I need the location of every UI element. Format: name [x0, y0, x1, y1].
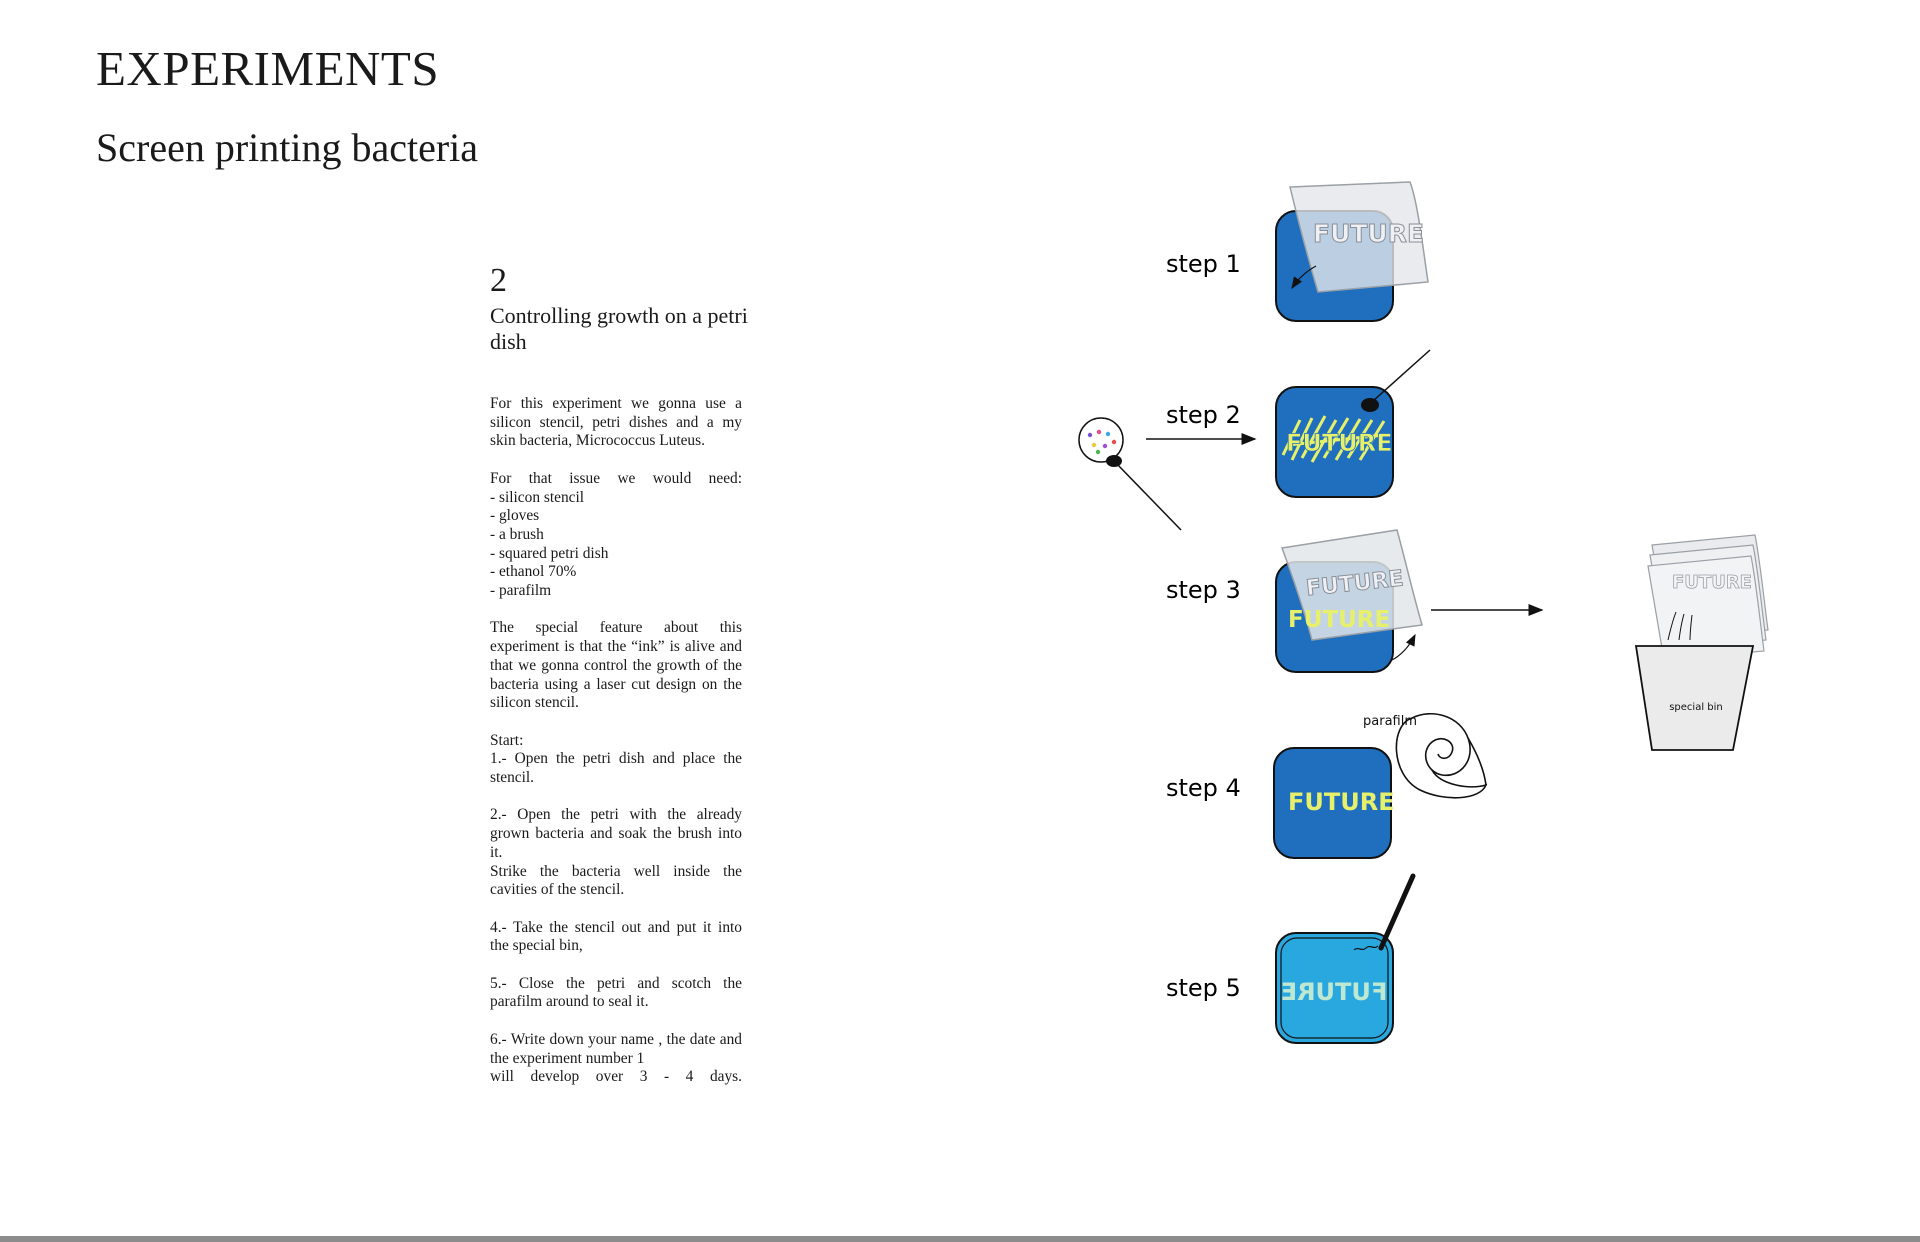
grown-word: FUTURE	[1288, 607, 1391, 633]
instruction-step-2-b: Strike the bacteria well inside the cavities of the stencil.	[490, 862, 742, 899]
step-3-illustration	[1276, 530, 1542, 672]
brush-tip	[1106, 455, 1122, 467]
bin-label: special bin	[1669, 702, 1723, 713]
stencil-word: FUTURE	[1672, 572, 1752, 593]
instruction-step-6-b: will develop over 3 - 4 days.	[490, 1068, 742, 1086]
intro-paragraph: For this experiment we gonna use a silicon stencil, petri dishes and a my skin bacteria, Micrococcus Luteus.	[490, 395, 742, 450]
lift-arrow	[1392, 635, 1415, 660]
step-2-illustration	[1079, 350, 1430, 530]
feature-paragraph: The special feature about this experiment is that the “ink” is alive and that we gonna control the growth of the bacteria using a laser cut design on the silicon stencil.	[490, 619, 742, 712]
step-5-label: step 5	[1166, 974, 1241, 1002]
marker-pen	[1381, 876, 1413, 948]
instruction-step-1: 1.- Open the petri dish and place the stencil.	[490, 750, 742, 787]
step-3-label: step 3	[1166, 576, 1241, 604]
step-1-label: step 1	[1166, 250, 1241, 278]
grown-word: FUTURE	[1288, 788, 1395, 816]
instruction-step-6-a: 6.- Write down your name , the date and the experiment number 1	[490, 1030, 742, 1067]
materials-title: For that issue we would need:	[490, 469, 742, 487]
special-bin-illustration	[1636, 535, 1768, 750]
material-item: - ethanol 70%	[490, 563, 577, 581]
section-heading: Controlling growth on a petri dish	[490, 303, 748, 354]
stencil-word: FUTURE	[1313, 219, 1425, 248]
step-1-illustration	[1276, 182, 1428, 321]
brush-handle	[1373, 350, 1430, 401]
stencil-word: FUTURE	[1286, 429, 1393, 457]
bottom-scrollbar[interactable]	[0, 1236, 1920, 1242]
instruction-step-4: 4.- Take the stencil out and put it into the special bin,	[490, 918, 742, 955]
page-title: EXPERIMENTS	[96, 41, 440, 96]
stencil-word: FUTURE	[1304, 566, 1405, 602]
special-bin	[1636, 646, 1753, 750]
material-item: - parafilm	[490, 582, 552, 600]
page-subtitle: Screen printing bacteria	[96, 125, 479, 170]
parafilm-label: parafilm	[1363, 714, 1417, 729]
step-2-label: step 2	[1166, 401, 1241, 429]
mirrored-word: FUTURE	[1280, 978, 1388, 1006]
material-item: - silicon stencil	[490, 488, 585, 506]
brush-tip	[1361, 398, 1379, 412]
step-4-illustration	[1274, 714, 1486, 858]
step-5-illustration	[1276, 876, 1413, 1043]
step-4-label: step 4	[1166, 774, 1241, 802]
brush-handle	[1116, 463, 1181, 530]
material-item: - gloves	[490, 507, 540, 525]
instruction-step-2-a: 2.- Open the petri with the already grown bacteria and soak the brush into it.	[490, 806, 742, 861]
instruction-step-5: 5.- Close the petri and scotch the parafilm around to seal it.	[490, 974, 742, 1011]
material-item: - squared petri dish	[490, 544, 609, 562]
section-number: 2	[490, 262, 507, 299]
start-label: Start:	[490, 731, 524, 749]
material-item: - a brush	[490, 525, 544, 543]
